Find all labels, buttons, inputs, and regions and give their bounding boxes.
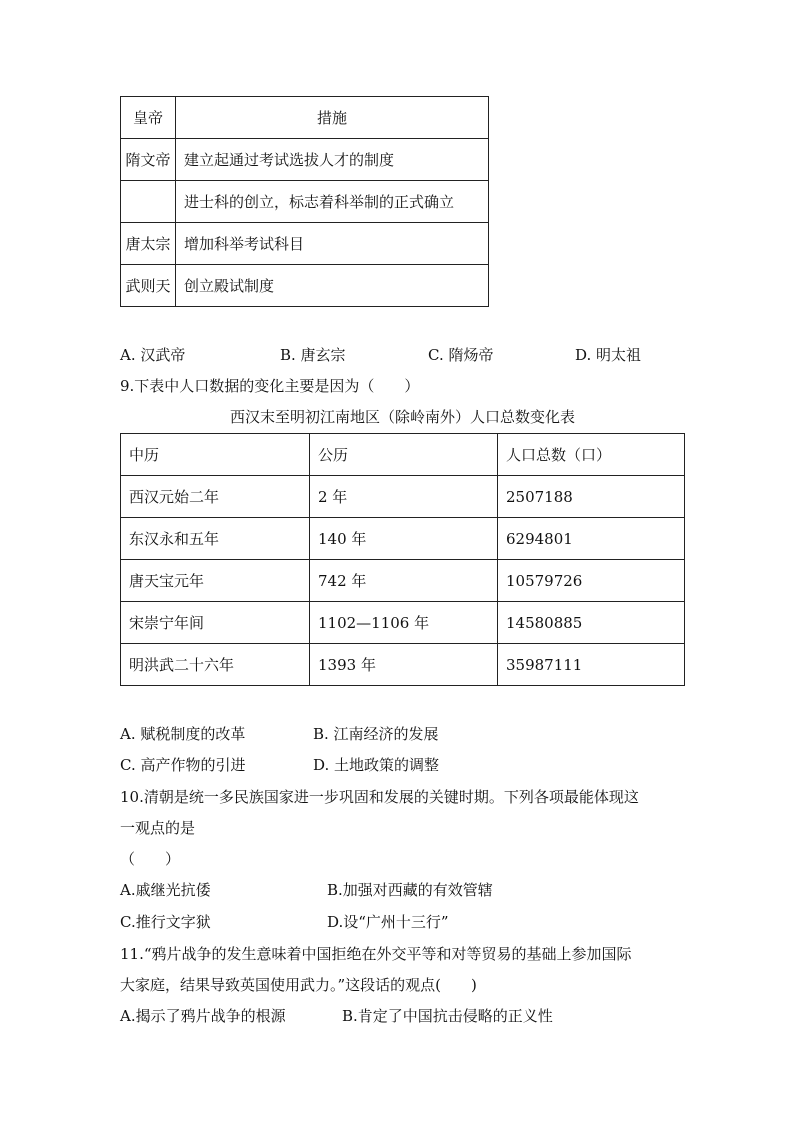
- table-cell: [121, 181, 176, 223]
- table-header-cell: 公历: [310, 434, 498, 476]
- table-header-cell: 措施: [176, 97, 489, 139]
- table-cell: 2507188: [498, 476, 685, 518]
- emperor-measures-table: [120, 96, 489, 307]
- table-row: [121, 602, 685, 644]
- table-header-cell: 皇帝: [121, 97, 176, 139]
- option-d: D. 土地政策的调整: [313, 756, 440, 774]
- question-stem-continued: 大家庭，结果导致英国使用武力。”这段话的观点( ): [120, 976, 477, 994]
- table-cell: 14580885: [498, 602, 685, 644]
- table-cell: 742 年: [310, 560, 498, 602]
- option-b: B.加强对西藏的有效管辖: [327, 881, 493, 899]
- table-cell: 1102—1106 年: [310, 602, 498, 644]
- table-cell: 进士科的创立，标志着科举制的正式确立: [176, 181, 489, 223]
- option-b: B. 江南经济的发展: [313, 725, 439, 743]
- table-row: [121, 139, 489, 181]
- table-row: [121, 518, 685, 560]
- option-d: D.设“广州十三行”: [327, 913, 449, 931]
- table-header-cell: 中历: [121, 434, 310, 476]
- table-row: [121, 265, 489, 307]
- table-header-cell: 人口总数（口）: [498, 434, 685, 476]
- table-cell: 隋文帝: [121, 139, 176, 181]
- table-row: [121, 97, 489, 139]
- answer-paren: （ ）: [120, 850, 181, 868]
- table-row: [121, 223, 489, 265]
- table-cell: 宋崇宁年间: [121, 602, 310, 644]
- table-cell: 武则天: [121, 265, 176, 307]
- option-c: C. 隋炀帝: [428, 346, 494, 364]
- question-stem-continued: 一观点的是: [120, 819, 196, 837]
- table-cell: 140 年: [310, 518, 498, 560]
- table-cell: 增加科举考试科目: [176, 223, 489, 265]
- option-b: B. 唐玄宗: [280, 346, 346, 364]
- table-cell: 西汉元始二年: [121, 476, 310, 518]
- option-a: A.揭示了鸦片战争的根源: [120, 1007, 286, 1025]
- option-a: A. 汉武帝: [120, 346, 186, 364]
- table-cell: 2 年: [310, 476, 498, 518]
- table-caption: 西汉末至明初江南地区（除岭南外）人口总数变化表: [229, 408, 575, 426]
- table-cell: 明洪武二十六年: [121, 644, 310, 686]
- table-cell: 35987111: [498, 644, 685, 686]
- table-row: [121, 644, 685, 686]
- question-stem: 11.“鸦片战争的发生意味着中国拒绝在外交平等和对等贸易的基础上参加国际: [120, 945, 632, 963]
- table-cell: 唐天宝元年: [121, 560, 310, 602]
- option-b: B.肯定了中国抗击侵略的正义性: [342, 1007, 553, 1025]
- table-cell: 10579726: [498, 560, 685, 602]
- table-row: [121, 476, 685, 518]
- option-c: C.推行文字狱: [120, 913, 211, 931]
- option-a: A.戚继光抗倭: [120, 881, 211, 899]
- population-table: [120, 433, 685, 686]
- table-row: [121, 181, 489, 223]
- table-cell: 1393 年: [310, 644, 498, 686]
- table-row: [121, 560, 685, 602]
- option-c: C. 高产作物的引进: [120, 756, 246, 774]
- question-stem: 10.清朝是统一多民族国家进一步巩固和发展的关键时期。下列各项最能体现这: [120, 788, 639, 806]
- table-row: [121, 434, 685, 476]
- question-stem: 9.下表中人口数据的变化主要是因为（ ）: [120, 377, 420, 395]
- table-cell: 唐太宗: [121, 223, 176, 265]
- option-a: A. 赋税制度的改革: [120, 725, 246, 743]
- table-cell: 6294801: [498, 518, 685, 560]
- option-d: D. 明太祖: [575, 346, 642, 364]
- table-cell: 建立起通过考试选拔人才的制度: [176, 139, 489, 181]
- table-cell: 创立殿试制度: [176, 265, 489, 307]
- table-cell: 东汉永和五年: [121, 518, 310, 560]
